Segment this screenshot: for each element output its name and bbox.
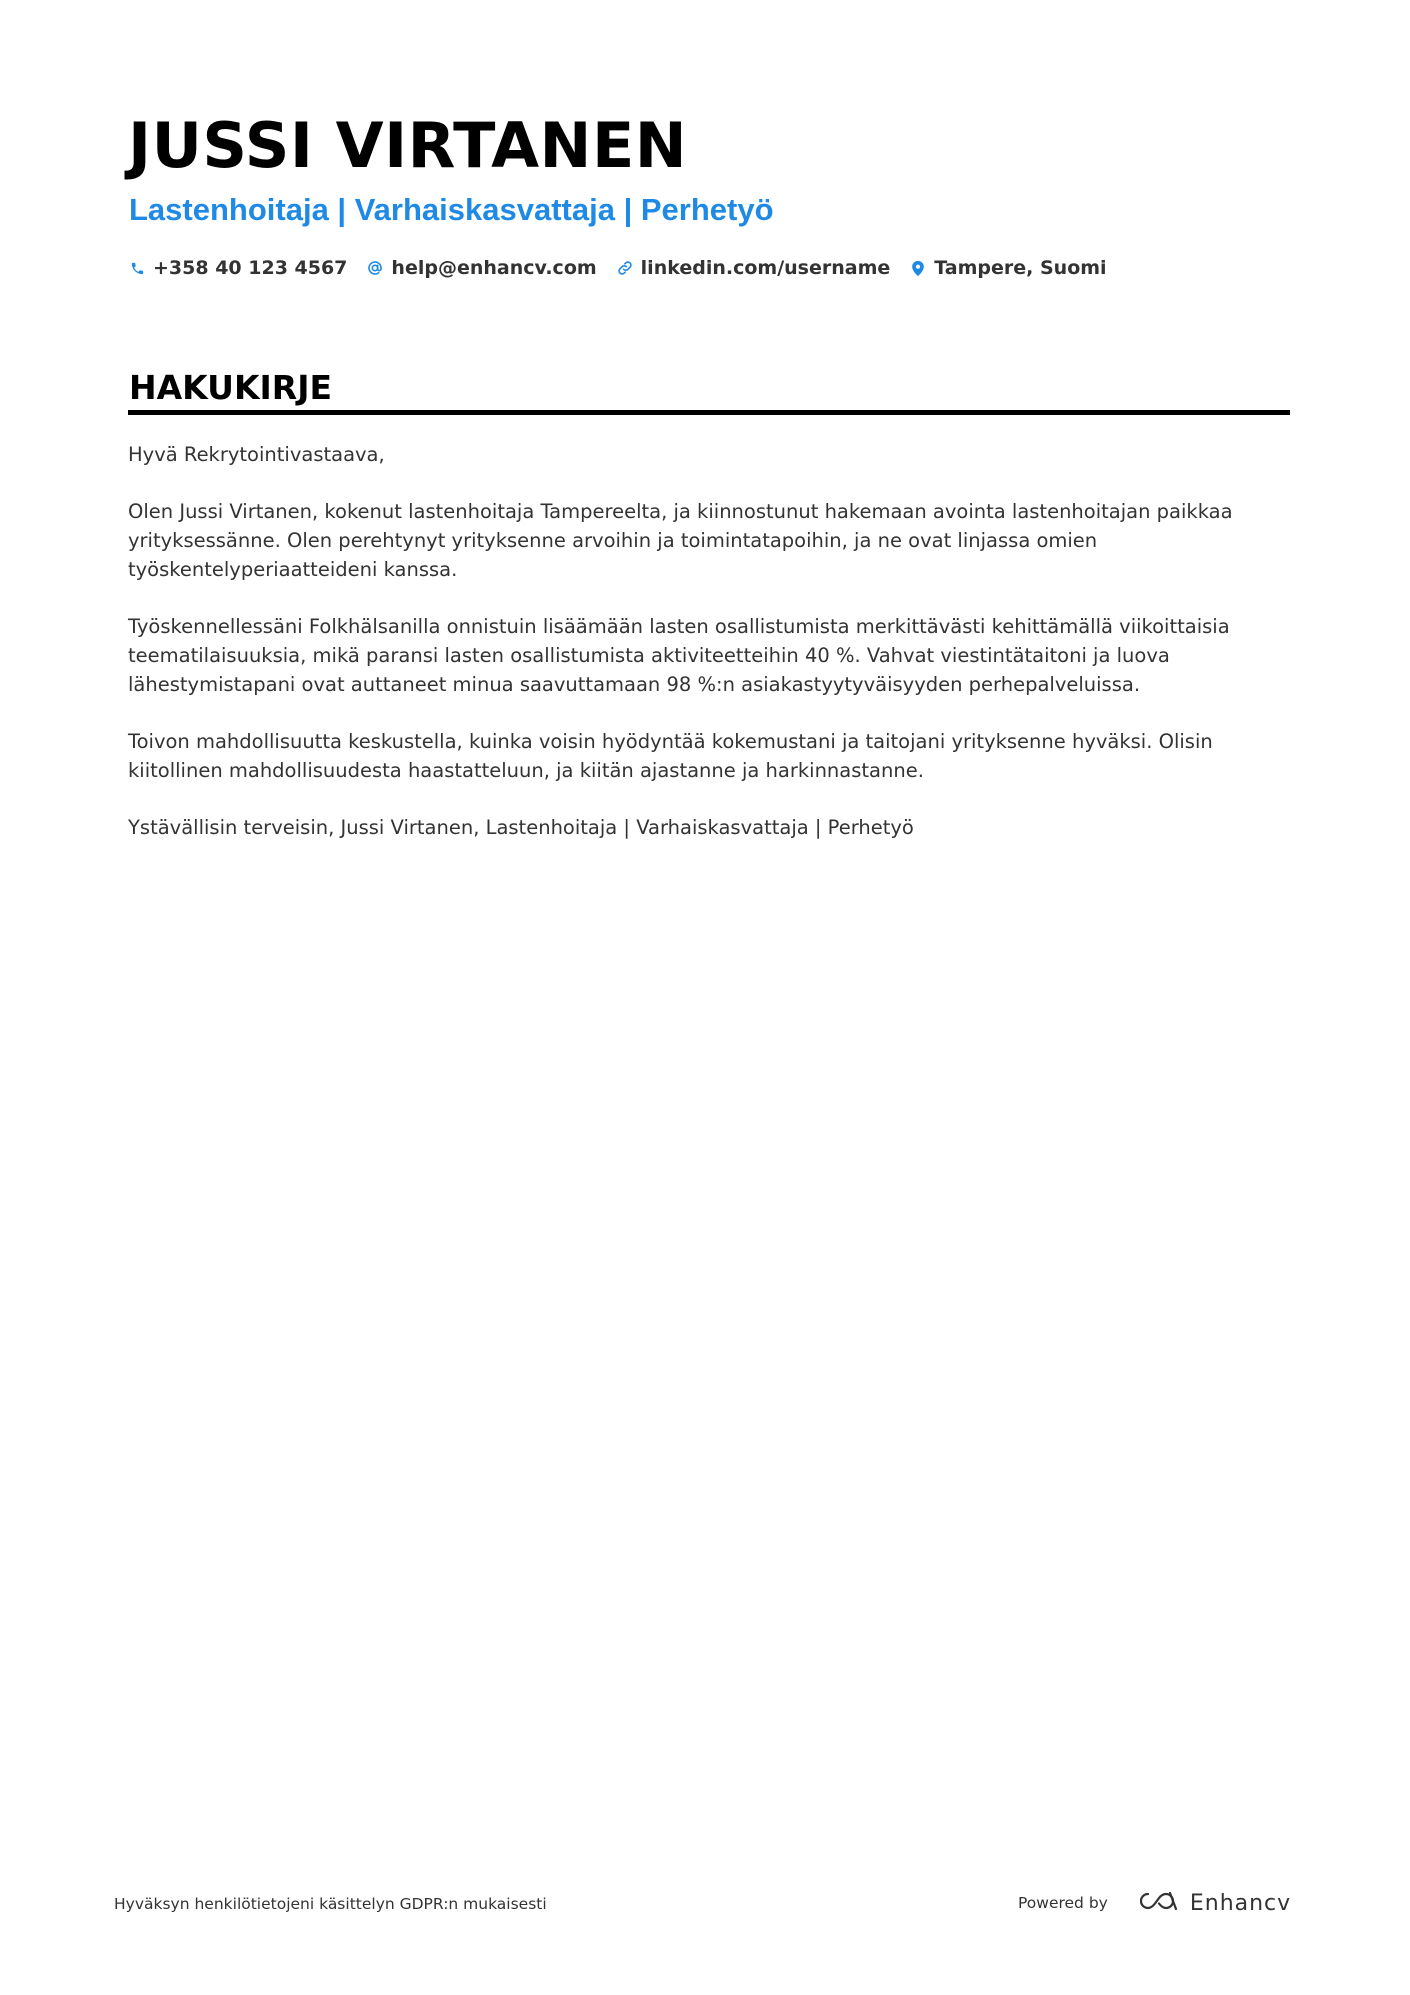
letter-closing: Ystävällisin terveisin, Jussi Virtanen, Lastenhoitaja | Varhaiskasvattaja | Perhetyö — [128, 816, 914, 839]
contact-email-text: help@enhancv.com — [391, 257, 597, 279]
section-divider — [128, 410, 1290, 415]
enhancv-logo-icon — [1134, 1889, 1180, 1918]
letter-paragraph: Olen Jussi Virtanen, kokenut lastenhoitaja Tampereelta, ja kiinnostunut hakemaan avointa lastenhoitajan paikkaa yrityksessänne. Olen perehtynyt yrityksenne arvoihin ja toimintatapoihin, ja ne ovat linjassa omien työskentelyperiaatteideni kanssa. — [128, 500, 1233, 581]
contact-linkedin[interactable] — [617, 257, 891, 279]
letter-greeting: Hyvä Rekrytointivastaava, — [128, 443, 385, 466]
phone-icon — [129, 259, 145, 277]
contact-bar — [129, 253, 1107, 283]
gdpr-consent: Hyväksyn henkilötietojeni käsittelyn GDPR:n mukaisesti — [114, 1895, 547, 1913]
at-icon — [367, 259, 383, 277]
letter-body — [128, 440, 1290, 870]
map-pin-icon — [910, 259, 926, 277]
candidate-name: JUSSI VIRTANEN — [128, 109, 688, 182]
link-icon — [617, 259, 633, 277]
contact-email[interactable] — [367, 257, 596, 279]
powered-by-label: Powered by — [1018, 1894, 1108, 1912]
enhancv-wordmark: Enhancv — [1189, 1890, 1292, 1916]
candidate-headline: Lastenhoitaja | Varhaiskasvattaja | Perhetyö — [129, 192, 774, 227]
powered-by[interactable] — [1018, 1888, 1291, 1918]
contact-linkedin-text: linkedin.com/username — [640, 257, 891, 279]
letter-paragraph: Työskennellessäni Folkhälsanilla onnistuin lisäämään lasten osallistumista merkittävästi kehittämällä viikoittaisia teematilaisuuksia, mikä paransi lasten osallistumista aktiviteetteihin 40 %. Vahvat viestintätaitoni ja luova lähestymistapani ovat auttaneet minua saavuttamaan 98 %:n asiakastyytyväisyyden perhepalveluissa. — [128, 615, 1230, 696]
contact-location-text: Tampere, Suomi — [934, 257, 1107, 279]
contact-phone[interactable] — [129, 257, 347, 279]
contact-location — [910, 257, 1106, 279]
enhancv-logo[interactable] — [1134, 1889, 1291, 1918]
letter-paragraph: Toivon mahdollisuutta keskustella, kuinka voisin hyödyntää kokemustani ja taitojani yrityksenne hyväksi. Olisin kiitollinen mahdollisuudesta haastatteluun, ja kiitän ajastanne ja harkinnastanne. — [128, 730, 1213, 782]
contact-phone-text: +358 40 123 4567 — [153, 257, 348, 279]
section-title: HAKUKIRJE — [129, 368, 333, 407]
